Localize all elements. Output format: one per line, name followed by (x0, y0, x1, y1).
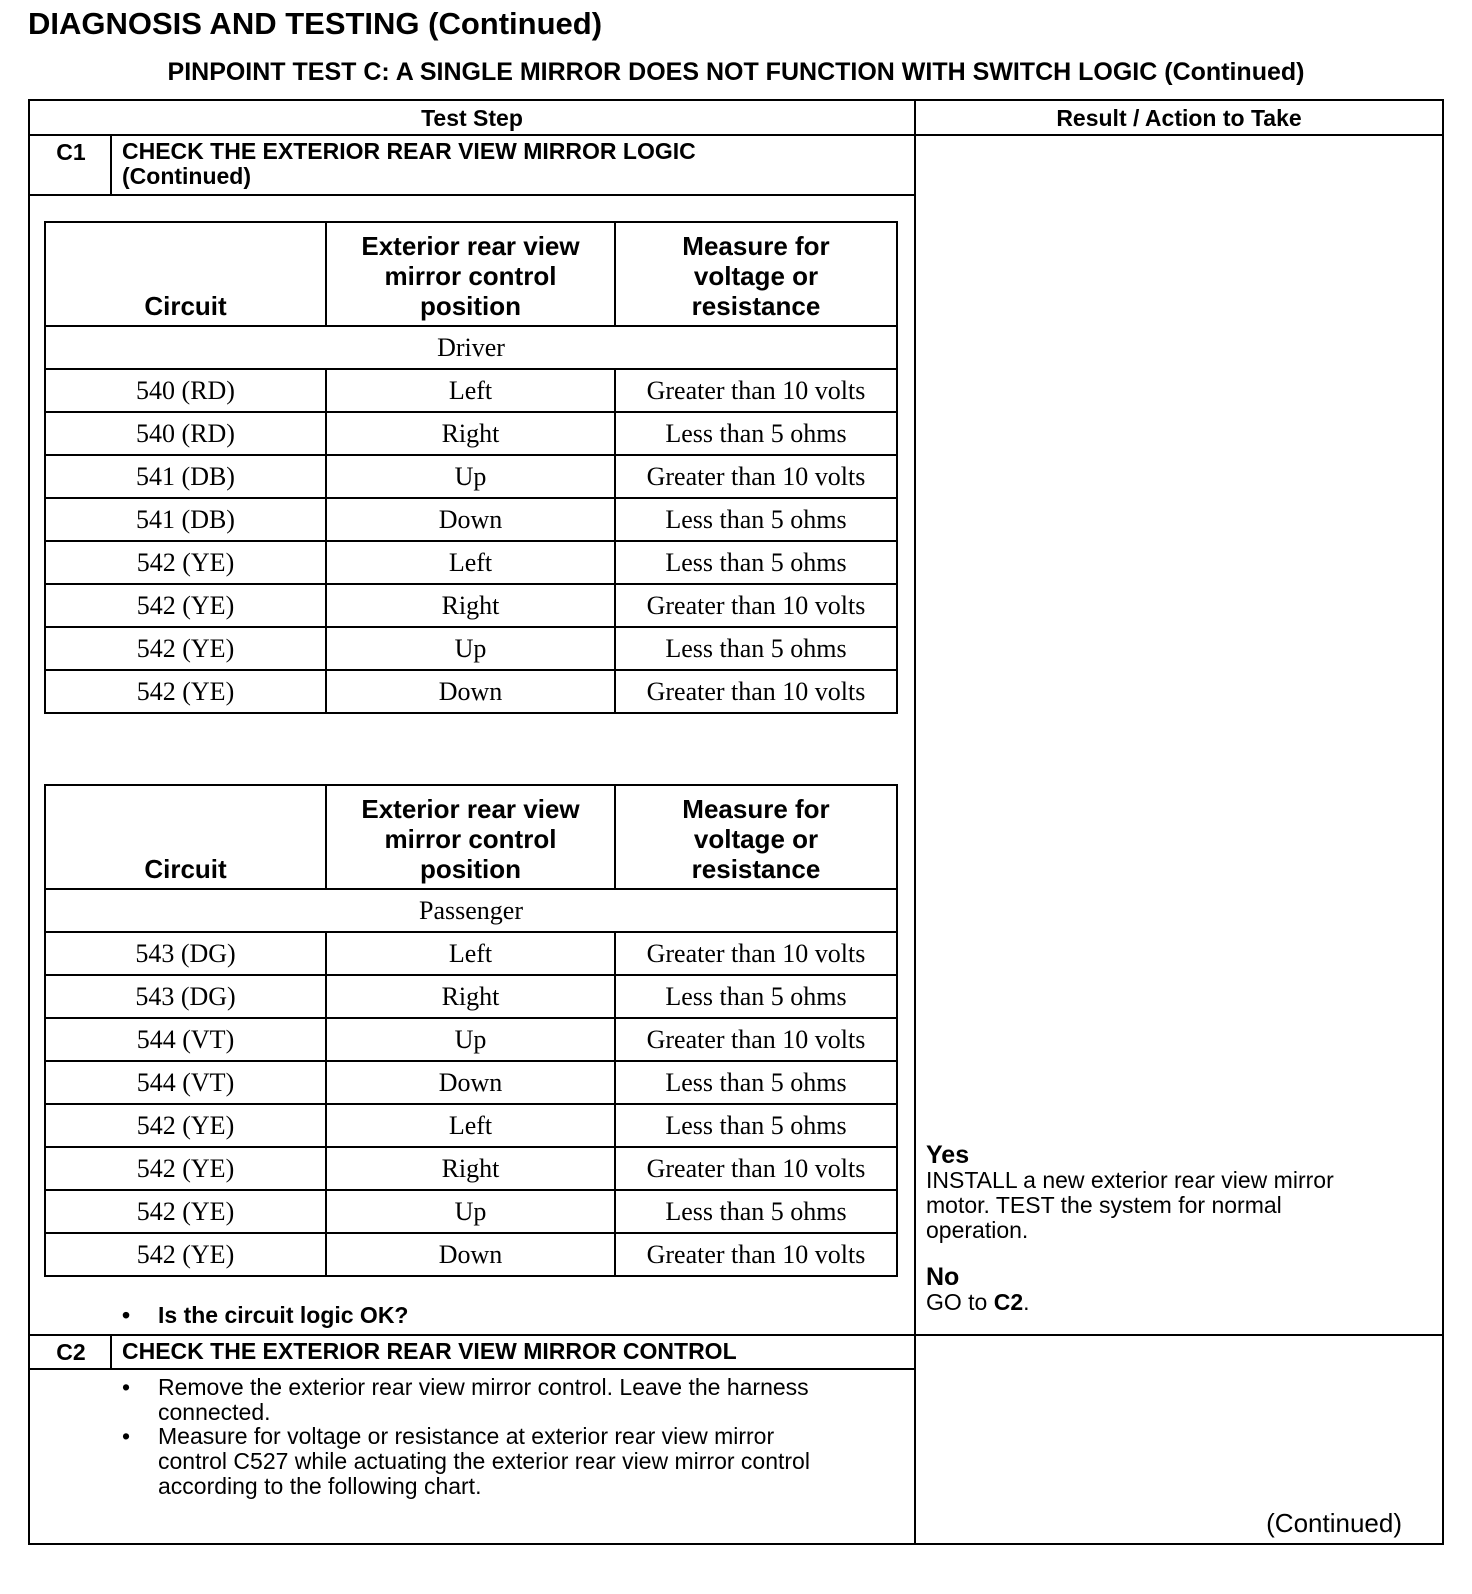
col-measure-line3: resistance (691, 854, 821, 884)
step-c2-title: CHECK THE EXTERIOR REAR VIEW MIRROR CONTROL (122, 1338, 737, 1364)
circuit-cell: 542 (YE) (45, 1233, 326, 1276)
result-yes-line2: motor. TEST the system for normal (926, 1192, 1282, 1218)
measure-cell: Less than 5 ohms (615, 975, 897, 1018)
position-cell: Up (326, 627, 615, 670)
circuit-cell: 540 (RD) (45, 369, 326, 412)
position-cell: Down (326, 670, 615, 713)
table-row (45, 498, 897, 541)
table-header-row (45, 785, 897, 889)
circuit-cell: 542 (YE) (45, 670, 326, 713)
col-control-position (326, 785, 615, 889)
col-measure-line3: resistance (691, 291, 821, 321)
table-row (45, 1061, 897, 1104)
measure-cell: Less than 5 ohms (615, 498, 897, 541)
group-passenger: Passenger (45, 889, 897, 932)
result-no-prefix: GO to (926, 1289, 994, 1315)
table-row (45, 670, 897, 713)
measure-cell: Less than 5 ohms (615, 541, 897, 584)
step-c2-id: C2 (56, 1339, 86, 1365)
col-measure-line2: voltage or (693, 824, 819, 854)
col-control-position (326, 222, 615, 326)
step-c2-bullet-2-line2: control C527 while actuating the exterior rear view mirror control (158, 1448, 810, 1474)
circuit-cell: 542 (YE) (45, 584, 326, 627)
measure-cell: Less than 5 ohms (615, 1061, 897, 1104)
table-row (45, 1104, 897, 1147)
driver-measurement-table (44, 221, 898, 714)
circuit-cell: 541 (DB) (45, 455, 326, 498)
table-row (45, 975, 897, 1018)
step-c1-title-line2: (Continued) (122, 163, 252, 189)
bullet-icon: • (122, 1374, 131, 1400)
continued-note: (Continued) (1266, 1508, 1402, 1538)
position-cell: Left (326, 1104, 615, 1147)
table-row (45, 541, 897, 584)
table-row (45, 932, 897, 975)
step-c2-title-divider (30, 1368, 914, 1370)
step-c1-title (122, 139, 696, 189)
result-c1 (926, 1143, 1436, 1315)
position-cell: Left (326, 932, 615, 975)
circuit-cell: 543 (DG) (45, 975, 326, 1018)
col-control-position-line1: Exterior rear view (361, 231, 580, 261)
step-c2-top-divider (30, 1334, 1442, 1336)
measure-cell: Less than 5 ohms (615, 412, 897, 455)
measure-cell: Greater than 10 volts (615, 369, 897, 412)
circuit-cell: 543 (DG) (45, 932, 326, 975)
measure-cell: Greater than 10 volts (615, 932, 897, 975)
col-measure (615, 785, 897, 889)
position-cell: Down (326, 1233, 615, 1276)
pinpoint-test-title: PINPOINT TEST C: A SINGLE MIRROR DOES NOT FUNCTION WITH SWITCH LOGIC (Continued) (167, 58, 1305, 86)
table-header-row (45, 222, 897, 326)
circuit-cell: 542 (YE) (45, 1190, 326, 1233)
header-result-action: Result / Action to Take (1056, 105, 1302, 131)
column-divider (914, 101, 916, 1543)
step-c1-id: C1 (56, 139, 86, 165)
header-test-step: Test Step (421, 105, 523, 131)
step-c2-bullet-2 (122, 1424, 902, 1499)
col-circuit: Circuit (45, 785, 326, 889)
measure-cell: Greater than 10 volts (615, 1233, 897, 1276)
circuit-cell: 542 (YE) (45, 627, 326, 670)
circuit-cell: 544 (VT) (45, 1061, 326, 1104)
col-control-position-line2: mirror control (384, 824, 557, 854)
pinpoint-test-table (28, 99, 1444, 1545)
position-cell: Up (326, 1190, 615, 1233)
position-cell: Down (326, 1061, 615, 1104)
table-row (45, 627, 897, 670)
measure-cell: Greater than 10 volts (615, 455, 897, 498)
position-cell: Left (326, 541, 615, 584)
measure-cell: Less than 5 ohms (615, 1104, 897, 1147)
col-control-position-line1: Exterior rear view (361, 794, 580, 824)
step-c2-bullet-1-line2: connected. (158, 1399, 271, 1425)
col-control-position-line2: mirror control (384, 261, 557, 291)
result-no-suffix: . (1023, 1289, 1030, 1315)
group-row (45, 326, 897, 369)
step-c2-bullet-2-line3: according to the following chart. (158, 1473, 482, 1499)
step-c2-bullet-1 (122, 1375, 902, 1425)
step-c2-bullet-1-line1: Remove the exterior rear view mirror control. Leave the harness (158, 1374, 809, 1400)
circuit-cell: 542 (YE) (45, 1147, 326, 1190)
col-control-position-line3: position (419, 291, 522, 321)
table-row (45, 1190, 897, 1233)
circuit-cell: 544 (VT) (45, 1018, 326, 1061)
col-measure-line1: Measure for (682, 794, 830, 824)
col-measure (615, 222, 897, 326)
result-no-action (926, 1290, 1436, 1315)
step-c2-bullet-2-line1: Measure for voltage or resistance at exterior rear view mirror (158, 1423, 775, 1449)
measure-cell: Greater than 10 volts (615, 1147, 897, 1190)
result-yes-label: Yes (926, 1141, 970, 1169)
bullet-icon: • (122, 1302, 131, 1328)
step-c1-question (122, 1303, 902, 1328)
position-cell: Up (326, 1018, 615, 1061)
step-c1-title-line1: CHECK THE EXTERIOR REAR VIEW MIRROR LOGIC (122, 138, 696, 164)
measure-cell: Greater than 10 volts (615, 584, 897, 627)
result-no-label: No (926, 1263, 960, 1291)
position-cell: Right (326, 584, 615, 627)
measure-cell: Less than 5 ohms (615, 1190, 897, 1233)
position-cell: Right (326, 975, 615, 1018)
step-c1-question-text: Is the circuit logic OK? (158, 1302, 409, 1328)
table-row (45, 369, 897, 412)
page-title: DIAGNOSIS AND TESTING (Continued) (28, 6, 603, 41)
step-c1-title-divider (30, 194, 914, 196)
table-row (45, 584, 897, 627)
circuit-cell: 542 (YE) (45, 1104, 326, 1147)
passenger-measurement-table (44, 784, 898, 1277)
position-cell: Left (326, 369, 615, 412)
col-measure-line2: voltage or (693, 261, 819, 291)
group-row (45, 889, 897, 932)
col-measure-line1: Measure for (682, 231, 830, 261)
position-cell: Down (326, 498, 615, 541)
table-row (45, 412, 897, 455)
step-c2-bullet-1-text (158, 1375, 809, 1425)
position-cell: Up (326, 455, 615, 498)
step-c2-bullet-2-text (158, 1424, 810, 1499)
result-no-target-step: C2 (993, 1289, 1024, 1315)
table-row (45, 1147, 897, 1190)
circuit-cell: 541 (DB) (45, 498, 326, 541)
table-row (45, 1018, 897, 1061)
result-yes-line3: operation. (926, 1217, 1029, 1243)
circuit-cell: 540 (RD) (45, 412, 326, 455)
measure-cell: Less than 5 ohms (615, 627, 897, 670)
bullet-icon: • (122, 1423, 131, 1449)
col-circuit: Circuit (45, 222, 326, 326)
position-cell: Right (326, 412, 615, 455)
group-driver: Driver (45, 326, 897, 369)
table-row (45, 455, 897, 498)
result-yes-line1: INSTALL a new exterior rear view mirror (926, 1167, 1334, 1193)
col-control-position-line3: position (419, 854, 522, 884)
measure-cell: Greater than 10 volts (615, 670, 897, 713)
position-cell: Right (326, 1147, 615, 1190)
measure-cell: Greater than 10 volts (615, 1018, 897, 1061)
table-row (45, 1233, 897, 1276)
circuit-cell: 542 (YE) (45, 541, 326, 584)
